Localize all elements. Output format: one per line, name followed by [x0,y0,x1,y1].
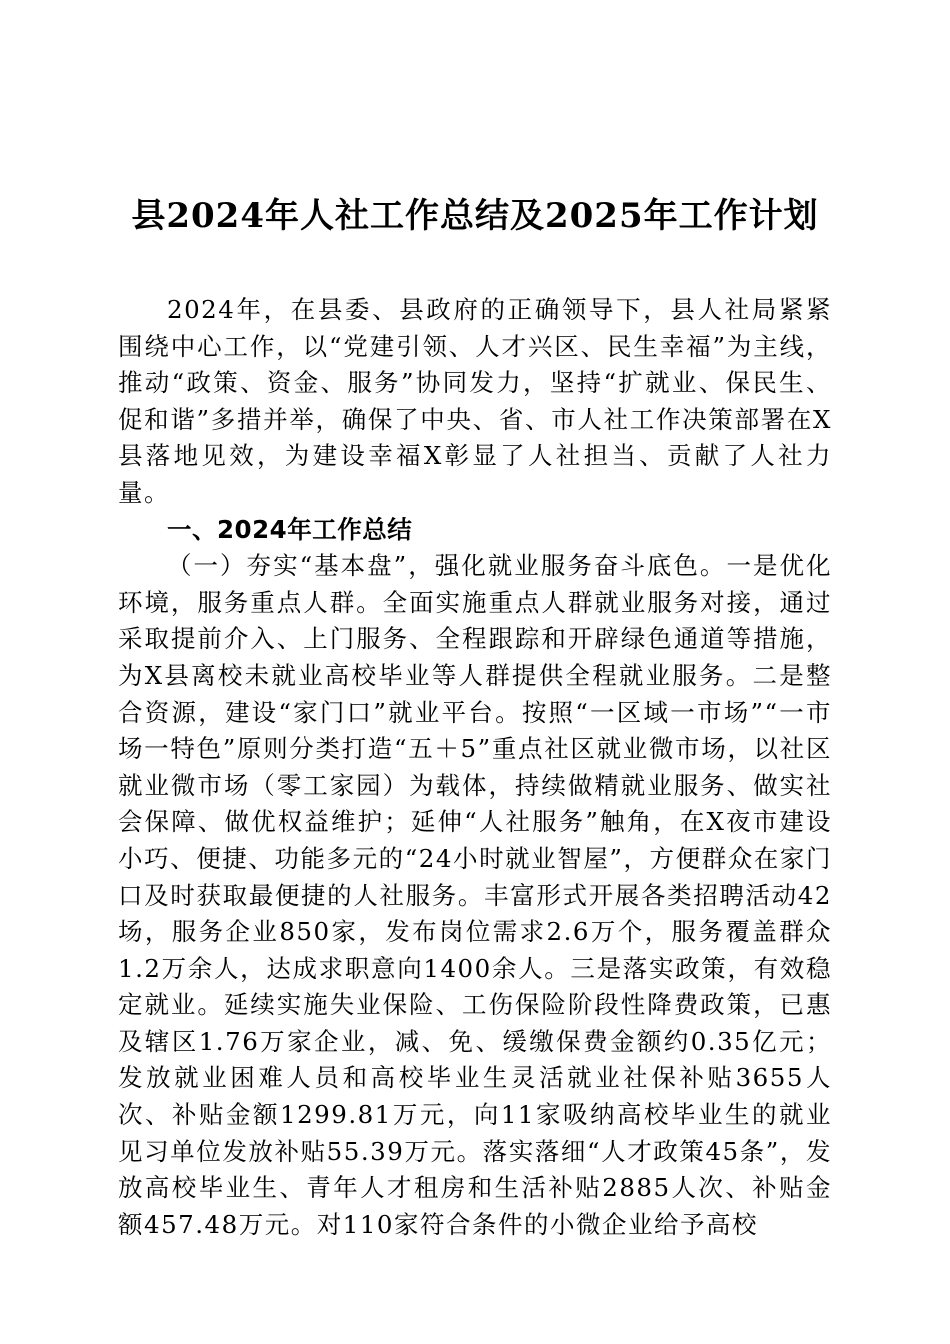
document-body [118,292,832,1243]
intro-paragraph: 2024年，在县委、县政府的正确领导下，县人社局紧紧围绕中心工作，以“党建引领、人才兴区、民生幸福”为主线，推动“政策、资金、服务”协同发力，坚持“扩就业、保民生、促和谐”多措并举，确保了中央、省、市人社工作决策部署在X县落地见效，为建设幸福X彰显了人社担当、贡献了人社力量。 [118,295,832,507]
subsection-heading: （一）夯实“基本盘”，强化就业服务奋斗底色。 [167,551,727,581]
document-title: 县2024年人社工作总结及2025年工作计划 [131,196,819,236]
subsection-paragraph [118,548,832,1243]
subsection-body: 一是优化环境，服务重点人群。全面实施重点人群就业服务对接，通过采取提前介入、上门服务、全程跟踪和开辟绿色通道等措施，为X县离校未就业高校毕业等人群提供全程就业服务。二是整合资源，建设“家门口”就业平台。按照“一区域一市场”“一市场一特色”原则分类打造“五＋5”重点社区就业微市场，以社区就业微市场（零工家园）为载体，持续做精就业服务、做实社会保障、做优权益维护；延伸“人社服务”触角，在X夜市建设小巧、便捷、功能多元的“24小时就业智屋”，方便群众在家门口及时获取最便捷的人社服务。丰富形式开展各类招聘活动42场，服务企业850家，发布岗位需求2.6万个，服务覆盖群众1.2万余人，达成求职意向1400余人。三是落实政策，有效稳定就业。延续实施失业保险、工伤保险阶段性降费政策，已惠及辖区1.76万家企业，减、免、缓缴保费金额约0.35亿元；发放就业困难人员和高校毕业生灵活就业社保补贴3655人次、补贴金额1299.81万元，向11家吸纳高校毕业生的就业见习单位发放补贴55.39万元。落实落细“人才政策45条”，发放高校毕业生、青年人才租房和生活补贴2885人次、补贴金额457.48万元。对110家符合条件的小微企业给予高校 [118,551,832,1239]
section-heading: 一、2024年工作总结 [167,514,413,544]
